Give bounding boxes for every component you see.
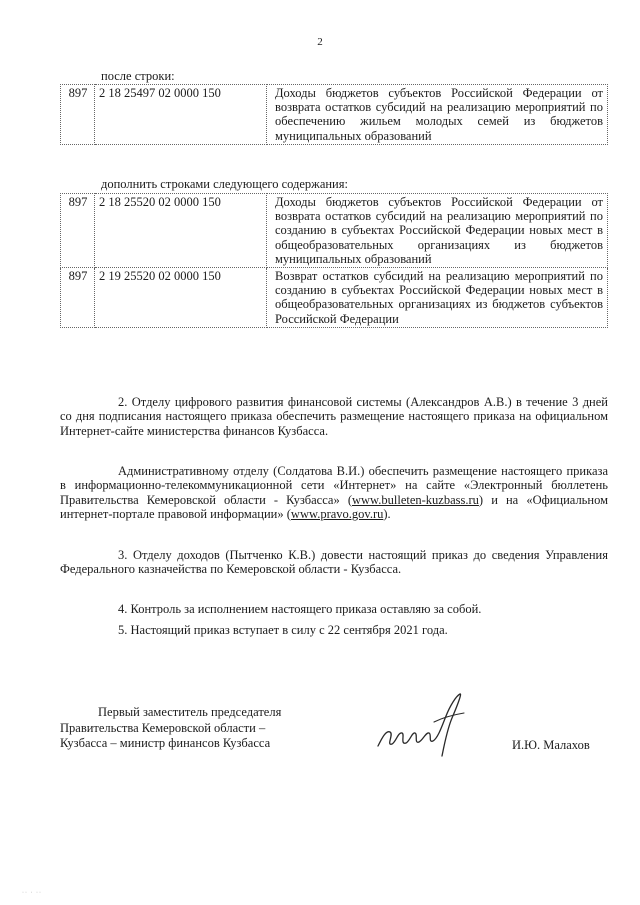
table-row: [61, 268, 608, 328]
table-row: [61, 194, 608, 268]
table-row: [61, 85, 608, 145]
paragraph-admin-text-1: Административному отделу (Солдатова В.И.) обеспечить размещение настоящего приказа в информационно-телекоммуникационной сети «Интернет» на сайте «Электронный бюллетень Правительства Кемеровской области - Кузбасса» (: [60, 464, 608, 507]
paragraph-2: 2. Отделу цифрового развития финансовой системы (Александров А.В.) в течение 3 дней со дня подписания настоящего приказа обеспечить размещение настоящего приказа на официальном Интернет-сайте министерства финансов Кузбасса.: [60, 395, 608, 438]
admin-code-cell: 897: [61, 194, 95, 268]
table-new-rows: [60, 193, 608, 328]
signatory-name: И.Ю. Малахов: [512, 738, 590, 752]
description-cell: Возврат остатков субсидий на реализацию мероприятий по созданию в субъектах Российской Федерации новых мест в общеобразовательных организациях из бюджетов субъектов Российской Федерации: [267, 268, 608, 328]
signatory-title: [60, 705, 281, 752]
bulletin-link[interactable]: www.bulleten-kuzbass.ru: [351, 492, 479, 507]
handwritten-signature: [372, 688, 472, 760]
page-number: 2: [317, 36, 323, 48]
paragraph-admin-text-3: ).: [383, 507, 391, 522]
description-cell: Доходы бюджетов субъектов Российской Федерации от возврата остатков субсидий на реализацию мероприятий по созданию в субъектах Российской Федерации новых мест в общеобразовательных организациях из бюджетов муниципальных образований: [267, 194, 608, 268]
budget-code-cell: 2 19 25520 02 0000 150: [95, 268, 267, 328]
signatory-line-2: Правительства Кемеровской области –: [60, 720, 266, 735]
admin-code-cell: 897: [61, 268, 95, 328]
table-existing-row: [60, 84, 608, 145]
paragraph-3: 3. Отделу доходов (Пытченко К.В.) довести настоящий приказ до сведения Управления Федерального казначейства по Кемеровской области - Кузбасса.: [60, 548, 608, 577]
intro-add-lines: дополнить строками следующего содержания:: [101, 177, 348, 191]
admin-code-cell: 897: [61, 85, 95, 145]
signatory-line-1: Первый заместитель председателя: [98, 705, 282, 719]
paragraph-4: 4. Контроль за исполнением настоящего приказа оставляю за собой.: [118, 602, 482, 616]
paragraph-5: 5. Настоящий приказ вступает в силу с 22 сентября 2021 года.: [118, 623, 448, 637]
budget-code-cell: 2 18 25520 02 0000 150: [95, 194, 267, 268]
signatory-line-3: Кузбасса – министр финансов Кузбасса: [60, 736, 271, 750]
pravo-link[interactable]: www.pravo.gov.ru: [290, 507, 384, 522]
scan-artifact: ·· · ··: [22, 890, 42, 896]
budget-code-cell: 2 18 25497 02 0000 150: [95, 85, 267, 145]
description-cell: Доходы бюджетов субъектов Российской Федерации от возврата остатков субсидий на реализацию мероприятий по обеспечению жильем молодых семей из бюджетов муниципальных образований: [267, 85, 608, 145]
paragraph-admin-text-2: ) и на «Официальном интернет-портале правовой информации» (: [60, 492, 608, 522]
intro-after-line: после строки:: [101, 69, 175, 83]
paragraph-admin: [60, 464, 608, 522]
